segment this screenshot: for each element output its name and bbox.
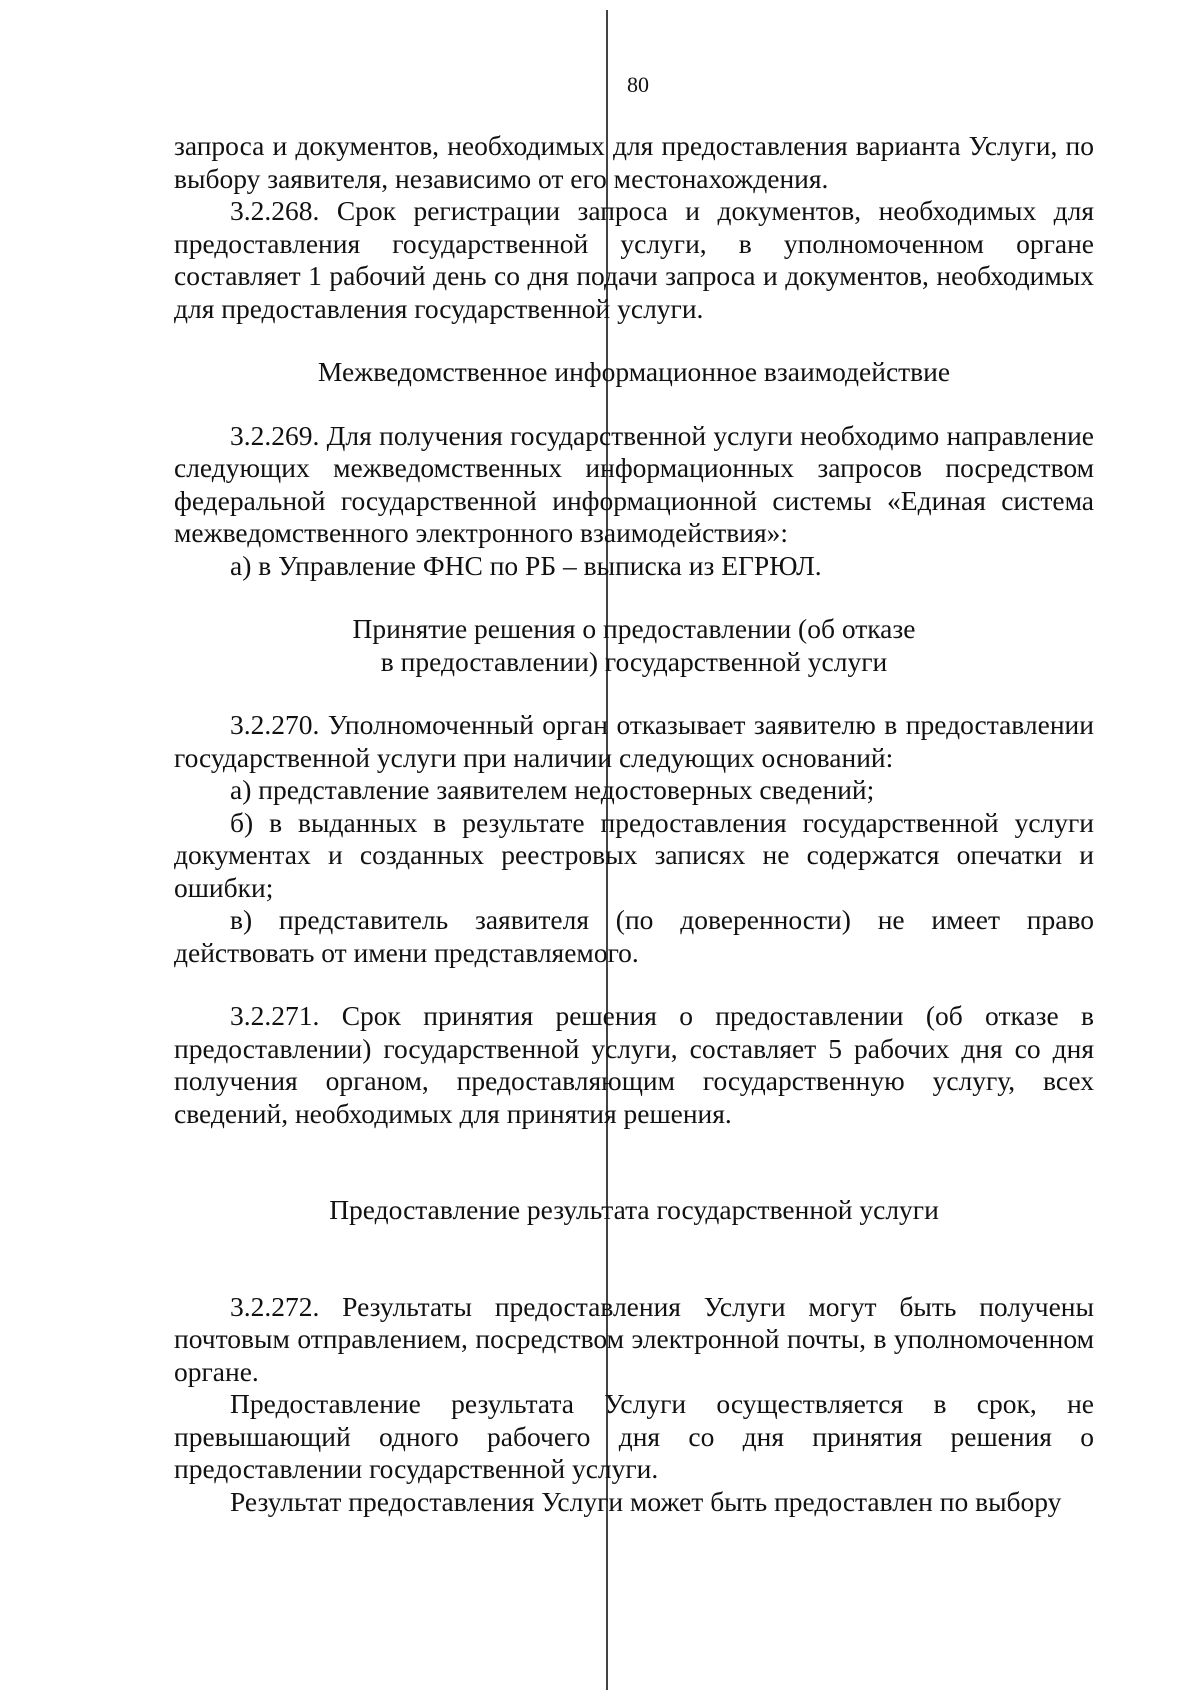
page-number: 80 [627,72,649,97]
spacer [174,389,1094,420]
paragraph-request-continuation: запроса и документов, необходимых для предоставления варианта Услуги, по выбору заявителя, независимо от его местонахождения. [174,130,1094,194]
heading-result-provision: Предоставление результата государственной услуги [329,1194,939,1225]
paragraph-3-2-270-a: а) представление заявителем недостоверных сведений; [230,774,875,805]
paragraph-3-2-272: 3.2.272. Результаты предоставления Услуги могут быть получены почтовым отправлением, посредством электронной почты, в уполномоченном органе. [174,1290,1094,1387]
document-body [174,130,1094,1518]
paragraph-3-2-269-a: а) в Управление ФНС по РБ – выписка из ЕГРЮЛ. [230,549,822,581]
spacer [174,582,1094,613]
paragraph-3-2-271: 3.2.271. Срок принятия решения о предоставлении (об отказе в предоставлении) государственной услуги, составляет 5 рабочих дня со дня получения органом, предоставляющим государственную услугу, всех сведений, необходимых для принятия решения. [174,1000,1094,1129]
spacer [174,325,1094,356]
spacer [174,1130,1094,1194]
spacer [174,969,1094,1000]
heading-interagency-interaction: Межведомственное информационное взаимодействие [317,356,951,387]
paragraph-result-choice: Результат предоставления Услуги может быть предоставлен по выбору [230,1485,1062,1517]
spacer [174,678,1094,709]
paragraph-3-2-270: 3.2.270. Уполномоченный орган отказывает заявителю в предоставлении государственной услуги при наличии следующих оснований: [174,709,1094,773]
paragraph-3-2-268: 3.2.268. Срок регистрации запроса и документов, необходимых для предоставления государственной услуги, в уполномоченном органе составляет 1 рабочий день со дня подачи запроса и документов, необходимых для предоставления государственной услуги. [174,195,1094,324]
paragraph-3-2-270-v: в) представитель заявителя (по доверенности) не имеет право действовать от имени представляемого. [174,904,1094,968]
spacer [174,1227,1094,1291]
heading-decision-line-2: в предоставлении) государственной услуги [380,645,888,677]
heading-decision-line-1: Принятие решения о предоставлении (об отказе [352,613,916,644]
paragraph-3-2-269: 3.2.269. Для получения государственной услуги необходимо направление следующих межведомственных информационных запросов посредством федеральной государственной информационной системы «Единая система межведомственного электронного взаимодействия»: [174,419,1094,548]
paragraph-result-deadline: Предоставление результата Услуги осуществляется в срок, не превышающий одного рабочего дня со дня принятия решения о предоставлении государственной услуги. [174,1388,1094,1484]
paragraph-3-2-270-b: б) в выданных в результате предоставления государственной услуги документах и созданных реестровых записях не содержатся опечатки и ошибки; [174,806,1094,903]
